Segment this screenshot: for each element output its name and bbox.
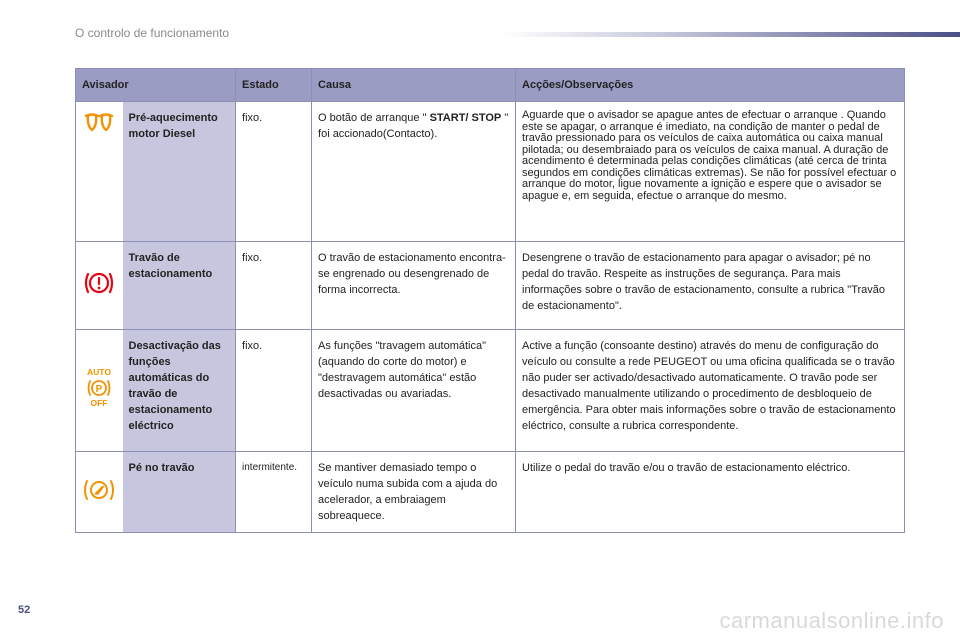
- causa-text: O botão de arranque ": [318, 112, 430, 124]
- warning-name: Pé no travão: [123, 452, 236, 533]
- icon-label-off: OFF: [90, 398, 108, 408]
- table-row: [76, 452, 905, 533]
- accoes-cell: Utilize o pedal do travão e/ou o travão de estacionamento eléctrico.: [516, 452, 905, 533]
- table-header-row: [76, 69, 905, 102]
- icon-label-p: P: [95, 384, 103, 395]
- page-number: 52: [18, 604, 31, 616]
- causa-cell: [312, 102, 516, 242]
- table-row: [76, 330, 905, 452]
- estado-cell: fixo.: [236, 330, 312, 452]
- causa-cell: Se mantiver demasiado tempo o veículo numa subida com a ajuda do acelerador, a embraiagem sobreaquece.: [312, 452, 516, 533]
- col-header-estado: Estado: [236, 69, 312, 102]
- foot-on-brake-icon: [82, 477, 116, 508]
- estado-cell: fixo.: [236, 242, 312, 330]
- causa-bold-text: START/ STOP: [429, 112, 502, 124]
- warning-name: Travão de estacionamento: [123, 242, 236, 330]
- causa-cell: As funções "travagem automática" (aquando do corte do motor) e "destravagem automática" estão desactivadas ou avariadas.: [312, 330, 516, 452]
- col-header-accoes: Acções/Observações: [516, 69, 905, 102]
- estado-cell: fixo.: [236, 102, 312, 242]
- watermark-text: carmanualsonline.info: [719, 608, 944, 633]
- icon-cell: [76, 242, 123, 330]
- table-row: [76, 102, 905, 242]
- icon-cell: [76, 452, 123, 533]
- header-decorative-bar: [500, 32, 960, 37]
- glow-plug-icon: [84, 112, 114, 139]
- warning-lights-table: [75, 68, 905, 533]
- estado-cell: intermitente.: [236, 452, 312, 533]
- parking-brake-warning-icon: [83, 270, 115, 301]
- col-header-avisador: Avisador: [76, 69, 236, 102]
- accoes-cell: Active a função (consoante destino) através do menu de configuração do veículo ou consulte a rede PEUGEOT ou uma oficina qualificada se o travão não puder ser activado/desactivado automaticamente. O travão pode ser desactivado manualmente utilizando o procedimento de desbloqueio de emergência. Para obter mais informações sobre o travão de estacionamento eléctrico, consulte a rubrica correspondente.: [516, 330, 905, 452]
- auto-p-off-icon: [83, 367, 115, 414]
- icon-cell: [76, 102, 123, 242]
- section-title: O controlo de funcionamento: [75, 26, 230, 40]
- accoes-cell: Desengrene o travão de estacionamento para apagar o avisador; pé no pedal do travão. Respeite as instruções de segurança. Para mais informações sobre o travão de estacionamento, consulte a rubrica "Travão de estacionamento".: [516, 242, 905, 330]
- col-header-causa: Causa: [312, 69, 516, 102]
- icon-cell: [76, 330, 123, 452]
- table-row: [76, 242, 905, 330]
- accoes-cell: Aguarde que o avisador se apague antes de efectuar o arranque . Quando este se apagar, o arranque é imediato, na condição de manter o pedal de travão pressionado para os veículos de caixa automática ou caixa manual pilotada; ou desembraiado para os veículos de caixa manual. A duração de acendimento é determinada pelas condições climáticas (até cerca de trinta segundos em condições climáticas extremas). Se não for possível efectuar o arranque do motor, ligue novamente a ignição e espere que o avisador se apague e, em seguida, efectue o arranque do mesmo.: [516, 102, 905, 242]
- icon-label-auto: AUTO: [87, 367, 112, 377]
- warning-name: Pré-aquecimento motor Diesel: [123, 102, 236, 242]
- warning-name: Desactivação das funções automáticas do travão de estacionamento eléctrico: [123, 330, 236, 452]
- causa-text-end: " foi accionado(Contacto).: [318, 112, 509, 140]
- causa-cell: O travão de estacionamento encontra-se engrenado ou desengrenado de forma incorrecta.: [312, 242, 516, 330]
